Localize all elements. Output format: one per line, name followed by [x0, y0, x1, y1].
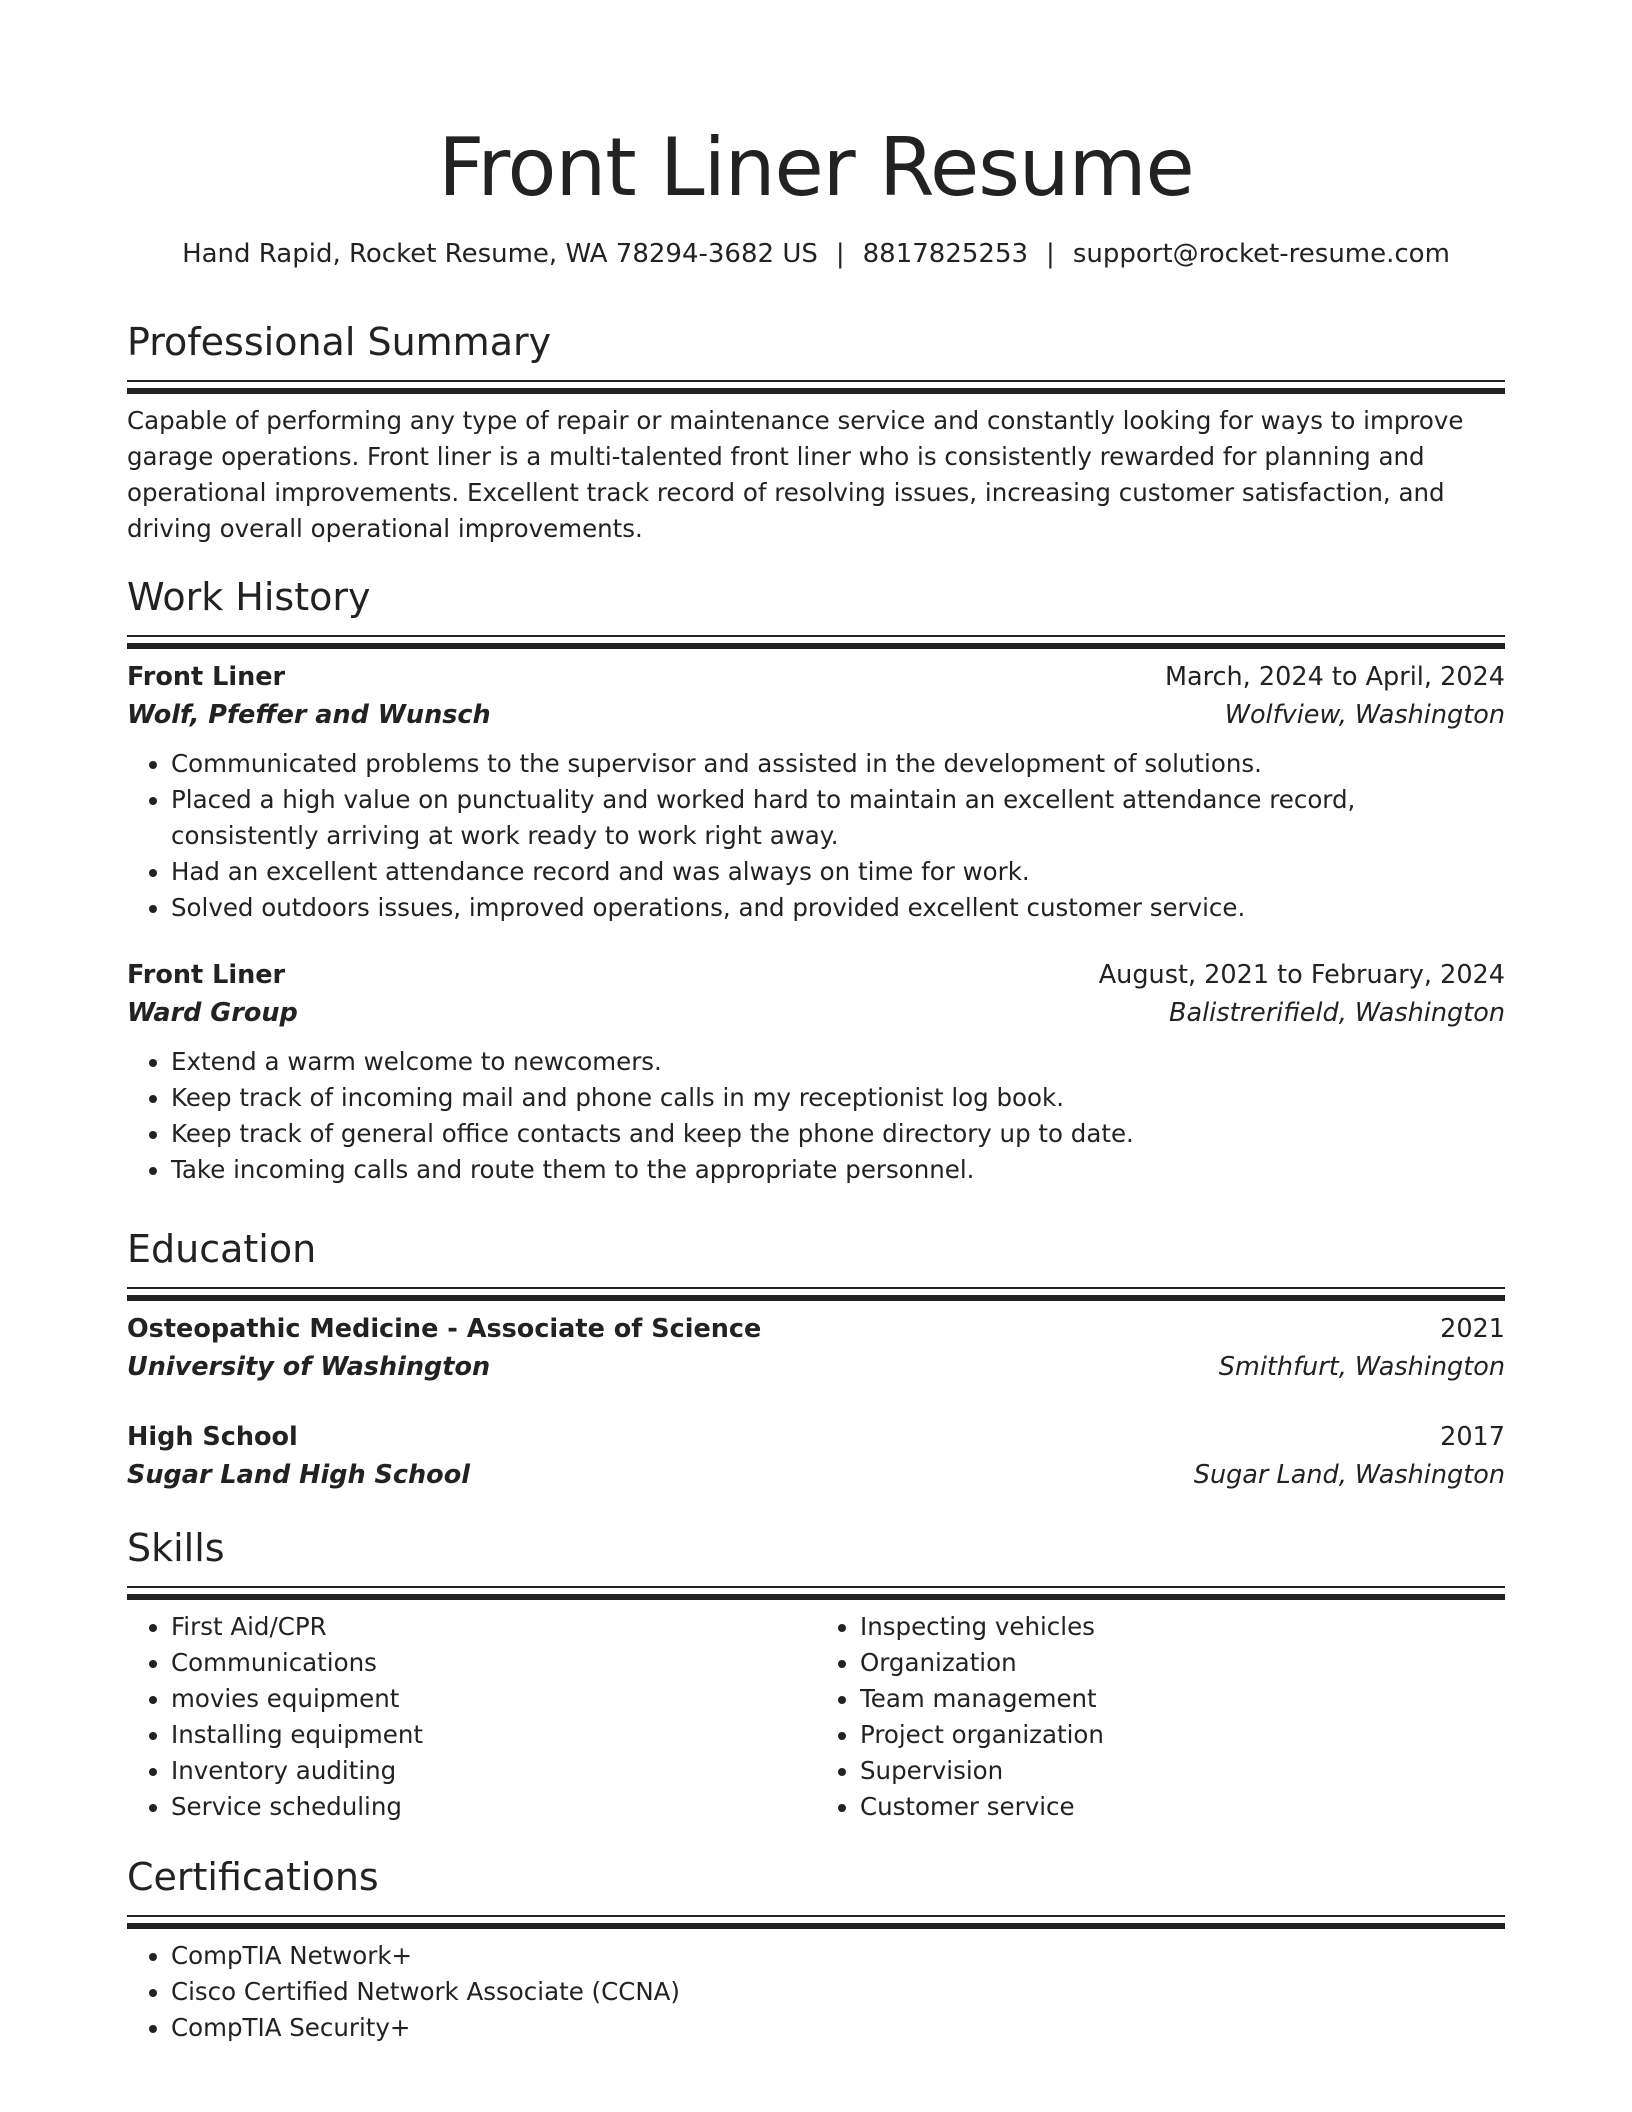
job-header-row — [127, 658, 1505, 696]
section-divider — [127, 1287, 1505, 1298]
skills-list-left — [127, 1609, 816, 1825]
list-item: • Keep track of incoming mail and phone calls in my receptionist log book. — [171, 1080, 1505, 1116]
list-item: • CompTIA Network+ — [171, 1938, 1505, 1974]
list-item: • Supervision — [860, 1753, 1505, 1789]
job-entry — [127, 956, 1505, 1188]
list-item: • CompTIA Security+ — [171, 2010, 1505, 2046]
list-item: • Communications — [171, 1645, 816, 1681]
contact-address: Hand Rapid, Rocket Resume, WA 78294-3682 US — [182, 239, 818, 269]
education-school: Sugar Land High School — [127, 1460, 470, 1490]
list-item: • Solved outdoors issues, improved operations, and provided excellent customer service. — [171, 890, 1505, 926]
section-divider — [127, 1915, 1505, 1926]
job-bullets — [127, 746, 1505, 926]
list-item: • Communicated problems to the supervisor and assisted in the development of solutions. — [171, 746, 1505, 782]
section-title: Skills — [127, 1526, 225, 1570]
job-bullets — [127, 1044, 1505, 1188]
skills-list-right — [816, 1609, 1505, 1825]
list-item: • Installing equipment — [171, 1717, 816, 1753]
job-entry — [127, 658, 1505, 926]
contact-separator: | — [835, 239, 845, 269]
summary-text: Capable of performing any type of repair or maintenance service and constantly looking for ways to improve garage operations. Front liner is a multi-talented front liner who is consistently rewarded for planning and operational improvements. Excellent track record of resolving issues, increasing customer satisfaction, and driving overall operational improvements. — [127, 406, 1464, 543]
list-item: • movies equipment — [171, 1681, 816, 1717]
contact-phone: 8817825253 — [862, 239, 1029, 269]
job-company-row — [127, 696, 1505, 734]
education-school: University of Washington — [127, 1352, 491, 1382]
section-title: Certifications — [127, 1855, 379, 1899]
education-entry — [127, 1418, 1505, 1494]
section-divider — [127, 380, 1505, 391]
job-dates: August, 2021 to February, 2024 — [1098, 960, 1505, 990]
education-degree: Osteopathic Medicine - Associate of Science — [127, 1314, 762, 1344]
education-entry — [127, 1310, 1505, 1386]
list-item: • Customer service — [860, 1789, 1505, 1825]
certifications-section — [127, 1853, 1505, 2046]
list-item: • Team management — [860, 1681, 1505, 1717]
education-header-row — [127, 1418, 1505, 1456]
education-section — [127, 1225, 1505, 1494]
job-header-row — [127, 956, 1505, 994]
list-item: • Extend a warm welcome to newcomers. — [171, 1044, 1505, 1080]
contact-separator: | — [1046, 239, 1055, 269]
education-year: 2021 — [1440, 1314, 1505, 1344]
job-company: Wolf, Pfeffer and Wunsch — [127, 700, 491, 730]
education-location: Sugar Land, Washington — [1193, 1460, 1505, 1490]
list-item: • Placed a high value on punctuality and worked hard to maintain an excellent attendance record, consistently arriving at work ready to work right away. — [171, 782, 1505, 854]
section-title: Education — [127, 1227, 317, 1271]
education-degree: High School — [127, 1422, 298, 1452]
list-item: • Had an excellent attendance record and was always on time for work. — [171, 854, 1505, 890]
contact-email: support@rocket-resume.com — [1072, 239, 1450, 269]
section-divider — [127, 1586, 1505, 1597]
list-item: • Take incoming calls and route them to the appropriate personnel. — [171, 1152, 1505, 1188]
list-item: • Project organization — [860, 1717, 1505, 1753]
job-role: Front Liner — [127, 662, 286, 692]
education-header-row — [127, 1310, 1505, 1348]
section-title: Work History — [127, 575, 371, 619]
section-divider — [127, 635, 1505, 646]
job-role: Front Liner — [127, 960, 286, 990]
list-item: • Keep track of general office contacts and keep the phone directory up to date. — [171, 1116, 1505, 1152]
resume-title: Front Liner Resume — [438, 121, 1194, 214]
education-school-row — [127, 1456, 1505, 1494]
education-location: Smithfurt, Washington — [1218, 1352, 1505, 1382]
list-item: • Service scheduling — [171, 1789, 816, 1825]
education-school-row — [127, 1348, 1505, 1386]
job-location: Balistrerifield, Washington — [1168, 998, 1505, 1028]
list-item: • Cisco Certified Network Associate (CCNA) — [171, 1974, 1505, 2010]
job-location: Wolfview, Washington — [1224, 700, 1505, 730]
work-history-section — [127, 573, 1505, 1188]
summary-section — [127, 318, 1505, 547]
job-dates: March, 2024 to April, 2024 — [1164, 662, 1505, 692]
education-year: 2017 — [1440, 1422, 1505, 1452]
skills-section — [127, 1524, 1505, 1825]
contact-line — [0, 236, 1632, 272]
list-item: • Inventory auditing — [171, 1753, 816, 1789]
skills-columns — [127, 1609, 1505, 1825]
list-item: • First Aid/CPR — [171, 1609, 816, 1645]
section-title: Professional Summary — [127, 320, 552, 364]
certifications-list — [127, 1938, 1505, 2046]
job-company-row — [127, 994, 1505, 1032]
list-item: • Inspecting vehicles — [860, 1609, 1505, 1645]
job-company: Ward Group — [127, 998, 298, 1028]
list-item: • Organization — [860, 1645, 1505, 1681]
